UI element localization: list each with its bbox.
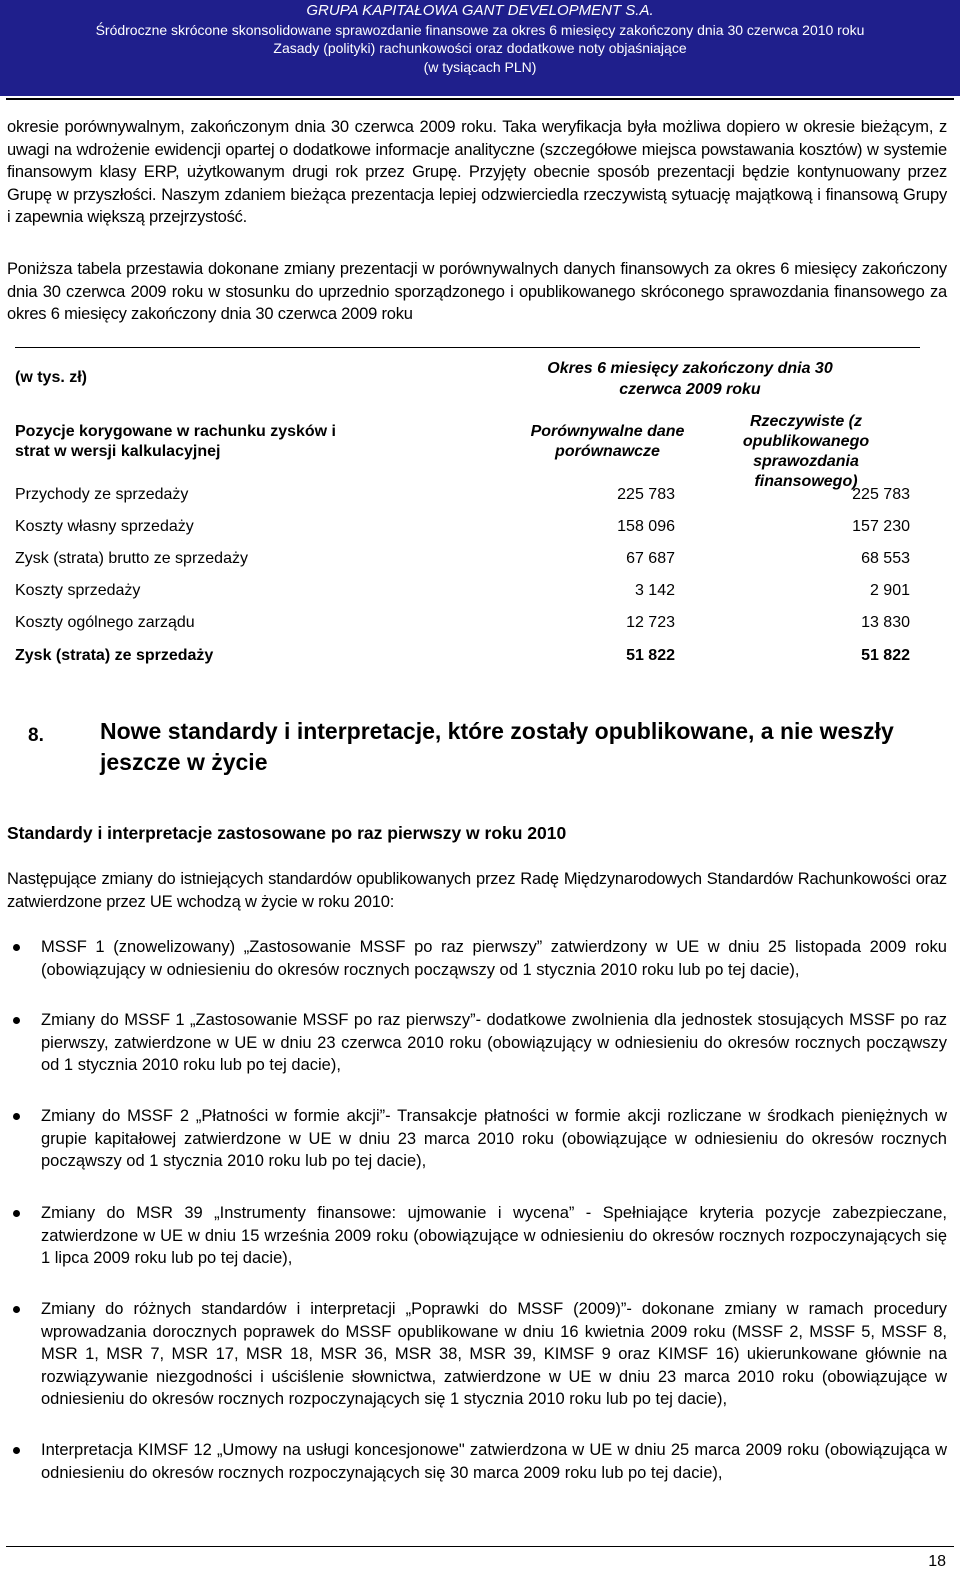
bullet-icon (13, 1210, 20, 1217)
table-col-comparable: Porównywalne dane porównawcze (530, 423, 685, 460)
intro-paragraph-1: okresie porównywalnym, zakończonym dnia 30 czerwca 2009 roku. Taka weryfikacja była możliwa dopiero w okresie bieżącym, z uwagi na wdrożenie ewidencji opartej o dodatkowe informacje analityczne (szczegółowe miejsca powstawania kosztów) w systemie finansowym klasy ERP, użytkowanym drugi rok przez Grupę. Przyjęty obecnie sposób prezentacji będzie kontynuowany przez Grupę w przyszłości. Naszym zdaniem bieżąca prezentacja lepiej odzwierciedla rzeczywistą sytuację majątkową i finansową Grupy i zapewnia większą przejrzystość. (7, 118, 947, 226)
page-number: 18 (928, 1553, 946, 1570)
comparable-value: 158 096 (617, 518, 675, 535)
subsection-title: Standardy i interpretacje zastosowane po raz pierwszy w roku 2010 (7, 823, 567, 843)
table-period-header: Okres 6 miesięcy zakończony dnia 30 czerwca 2009 roku (547, 360, 833, 398)
row-label: Zysk (strata) ze sprzedaży (15, 647, 214, 664)
table-row (15, 518, 915, 542)
comparable-value: 67 687 (626, 550, 675, 567)
bullet-icon (13, 1306, 20, 1313)
intro-paragraph-2: Poniższa tabela przestawia dokonane zmiany prezentacji w porównywalnych danych finansowych za okres 6 miesięcy zakończony dnia 30 czerwca 2009 roku w stosunku do uprzednio sporządzonego i opublikowanego skróconego sprawozdania finansowego za okres 6 miesięcy zakończony dnia 30 czerwca 2009 roku (7, 260, 947, 323)
footer-divider (6, 1546, 954, 1547)
row-label: Przychody ze sprzedaży (15, 486, 189, 503)
list-item-text: MSSF 1 (znowelizowany) „Zastosowanie MSSF po raz pierwszy” zatwierdzony w UE w dniu 25 listopada 2009 roku (obowiązujący w odniesieniu do okresów rocznych począwszy od 1 stycznia 2010 roku lub po tej dacie), (41, 938, 947, 979)
comparable-value: 3 142 (634, 582, 675, 599)
actual-value: 13 830 (861, 614, 910, 631)
row-label: Koszty własny sprzedaży (15, 518, 194, 535)
actual-value: 68 553 (861, 550, 910, 567)
row-label: Koszty ogólnego zarządu (15, 614, 195, 631)
table-unit: (w tys. zł) (15, 369, 88, 386)
section-number: 8. (28, 725, 44, 746)
section-title: Nowe standardy i interpretacje, które zostały opublikowane, a nie weszły jeszcze w życie (100, 718, 894, 775)
row-label: Zysk (strata) brutto ze sprzedaży (15, 550, 248, 567)
list-item-text: Interpretacja KIMSF 12 „Umowy na usługi koncesjonowe" zatwierdzona w UE w dniu 25 marca 2009 roku (obowiązująca w odniesieniu do okresów rocznych rozpoczynających się 30 marca 2009 roku lub po tej dacie), (41, 1441, 947, 1482)
table-row (15, 486, 915, 510)
company-name: GRUPA KAPITAŁOWA GANT DEVELOPMENT S.A. (306, 2, 654, 19)
list-item-text: Zmiany do MSR 39 „Instrumenty finansowe: ujmowanie i wycena” - Spełniające kryteria pozycje zabezpieczane, zatwierdzone w UE w dniu 15 września 2009 roku (obowiązujące w odniesieniu do okresów rocznych rozpoczynających się 1 lipca 2009 roku lub po tej dacie), (41, 1204, 947, 1267)
actual-value: 2 901 (869, 582, 910, 599)
comparable-value: 51 822 (626, 647, 675, 664)
table-row (15, 550, 915, 574)
comparable-value: 12 723 (626, 614, 675, 631)
actual-value: 51 822 (861, 647, 910, 664)
table-row (15, 647, 915, 671)
subsection-intro: Następujące zmiany do istniejących standardów opublikowanych przez Radę Międzynarodowych Standardów Rachunkowości oraz zatwierdzone przez UE wchodzą w życie w roku 2010: (7, 870, 947, 911)
row-label: Koszty sprzedaży (15, 582, 141, 599)
report-section: Zasady (polityki) rachunkowości oraz dodatkowe noty objaśniające (273, 40, 687, 56)
table-row (15, 582, 915, 606)
report-unit: (w tysiącach PLN) (423, 58, 537, 75)
list-item-text: Zmiany do MSSF 1 „Zastosowanie MSSF po raz pierwszy”- dodatkowe zwolnienia dla jednostek stosujących MSSF po raz pierwszy, zatwierdzone w UE w dniu 23 czerwca 2010 roku (obowiązujący w odniesieniu do okresów rocznych począwszy od 1 stycznia 2010 roku lub po tej dacie), (41, 1011, 947, 1074)
page-header (0, 0, 960, 96)
actual-value: 225 783 (852, 486, 910, 503)
comparable-value: 225 783 (617, 486, 675, 503)
table-row-header: Pozycje korygowane w rachunku zysków i strat w wersji kalkulacyjnej (15, 423, 336, 460)
table-row (15, 614, 915, 638)
bullet-icon (13, 1017, 20, 1024)
bullet-icon (13, 1113, 20, 1120)
list-item-text: Zmiany do MSSF 2 „Płatności w formie akcji”- Transakcje płatności w formie akcji rozliczane w środkach pieniężnych w grupie kapitałowej zatwierdzone w UE w dniu 23 marca 2010 roku (obowiązujące w odniesieniu do okresów rocznych począwszy od 1 stycznia 2010 roku lub po tej dacie), (41, 1107, 947, 1170)
report-title: Śródroczne skrócone skonsolidowane sprawozdanie finansowe za okres 6 miesięcy zakończony dnia 30 czerwca 2010 roku (95, 21, 865, 38)
bullet-icon (13, 1447, 20, 1454)
list-item-text: Zmiany do różnych standardów i interpretacji „Poprawki do MSSF (2009)”- dokonane zmiany w ramach procedury wprowadzania dorocznych poprawek do MSSF opublikowane w dniu 16 kwietnia 2009 roku (MSSF 2, MSSF 5, MSSF 8, MSR 1, MSR 7, MSR 17, MSR 18, MSR 36, MSR 38, MSR 39, KIMSF 9 oraz KIMSF 16) ukierunkowane głównie na rozwiązywanie niezgodności i uściślenie słownictwa, zatwierdzone w UE w dniu 23 marca 2010 roku (obowiązujące w odniesieniu do okresów rocznych rozpoczynających się 1 stycznia 2010 roku lub po tej dacie), (41, 1300, 947, 1408)
header-divider (6, 98, 954, 100)
table-col-actual: Rzeczywiste (z opublikowanego sprawozdania finansowego) (742, 413, 870, 490)
table-top-rule (15, 347, 920, 348)
bullet-icon (13, 944, 20, 951)
actual-value: 157 230 (852, 518, 910, 535)
